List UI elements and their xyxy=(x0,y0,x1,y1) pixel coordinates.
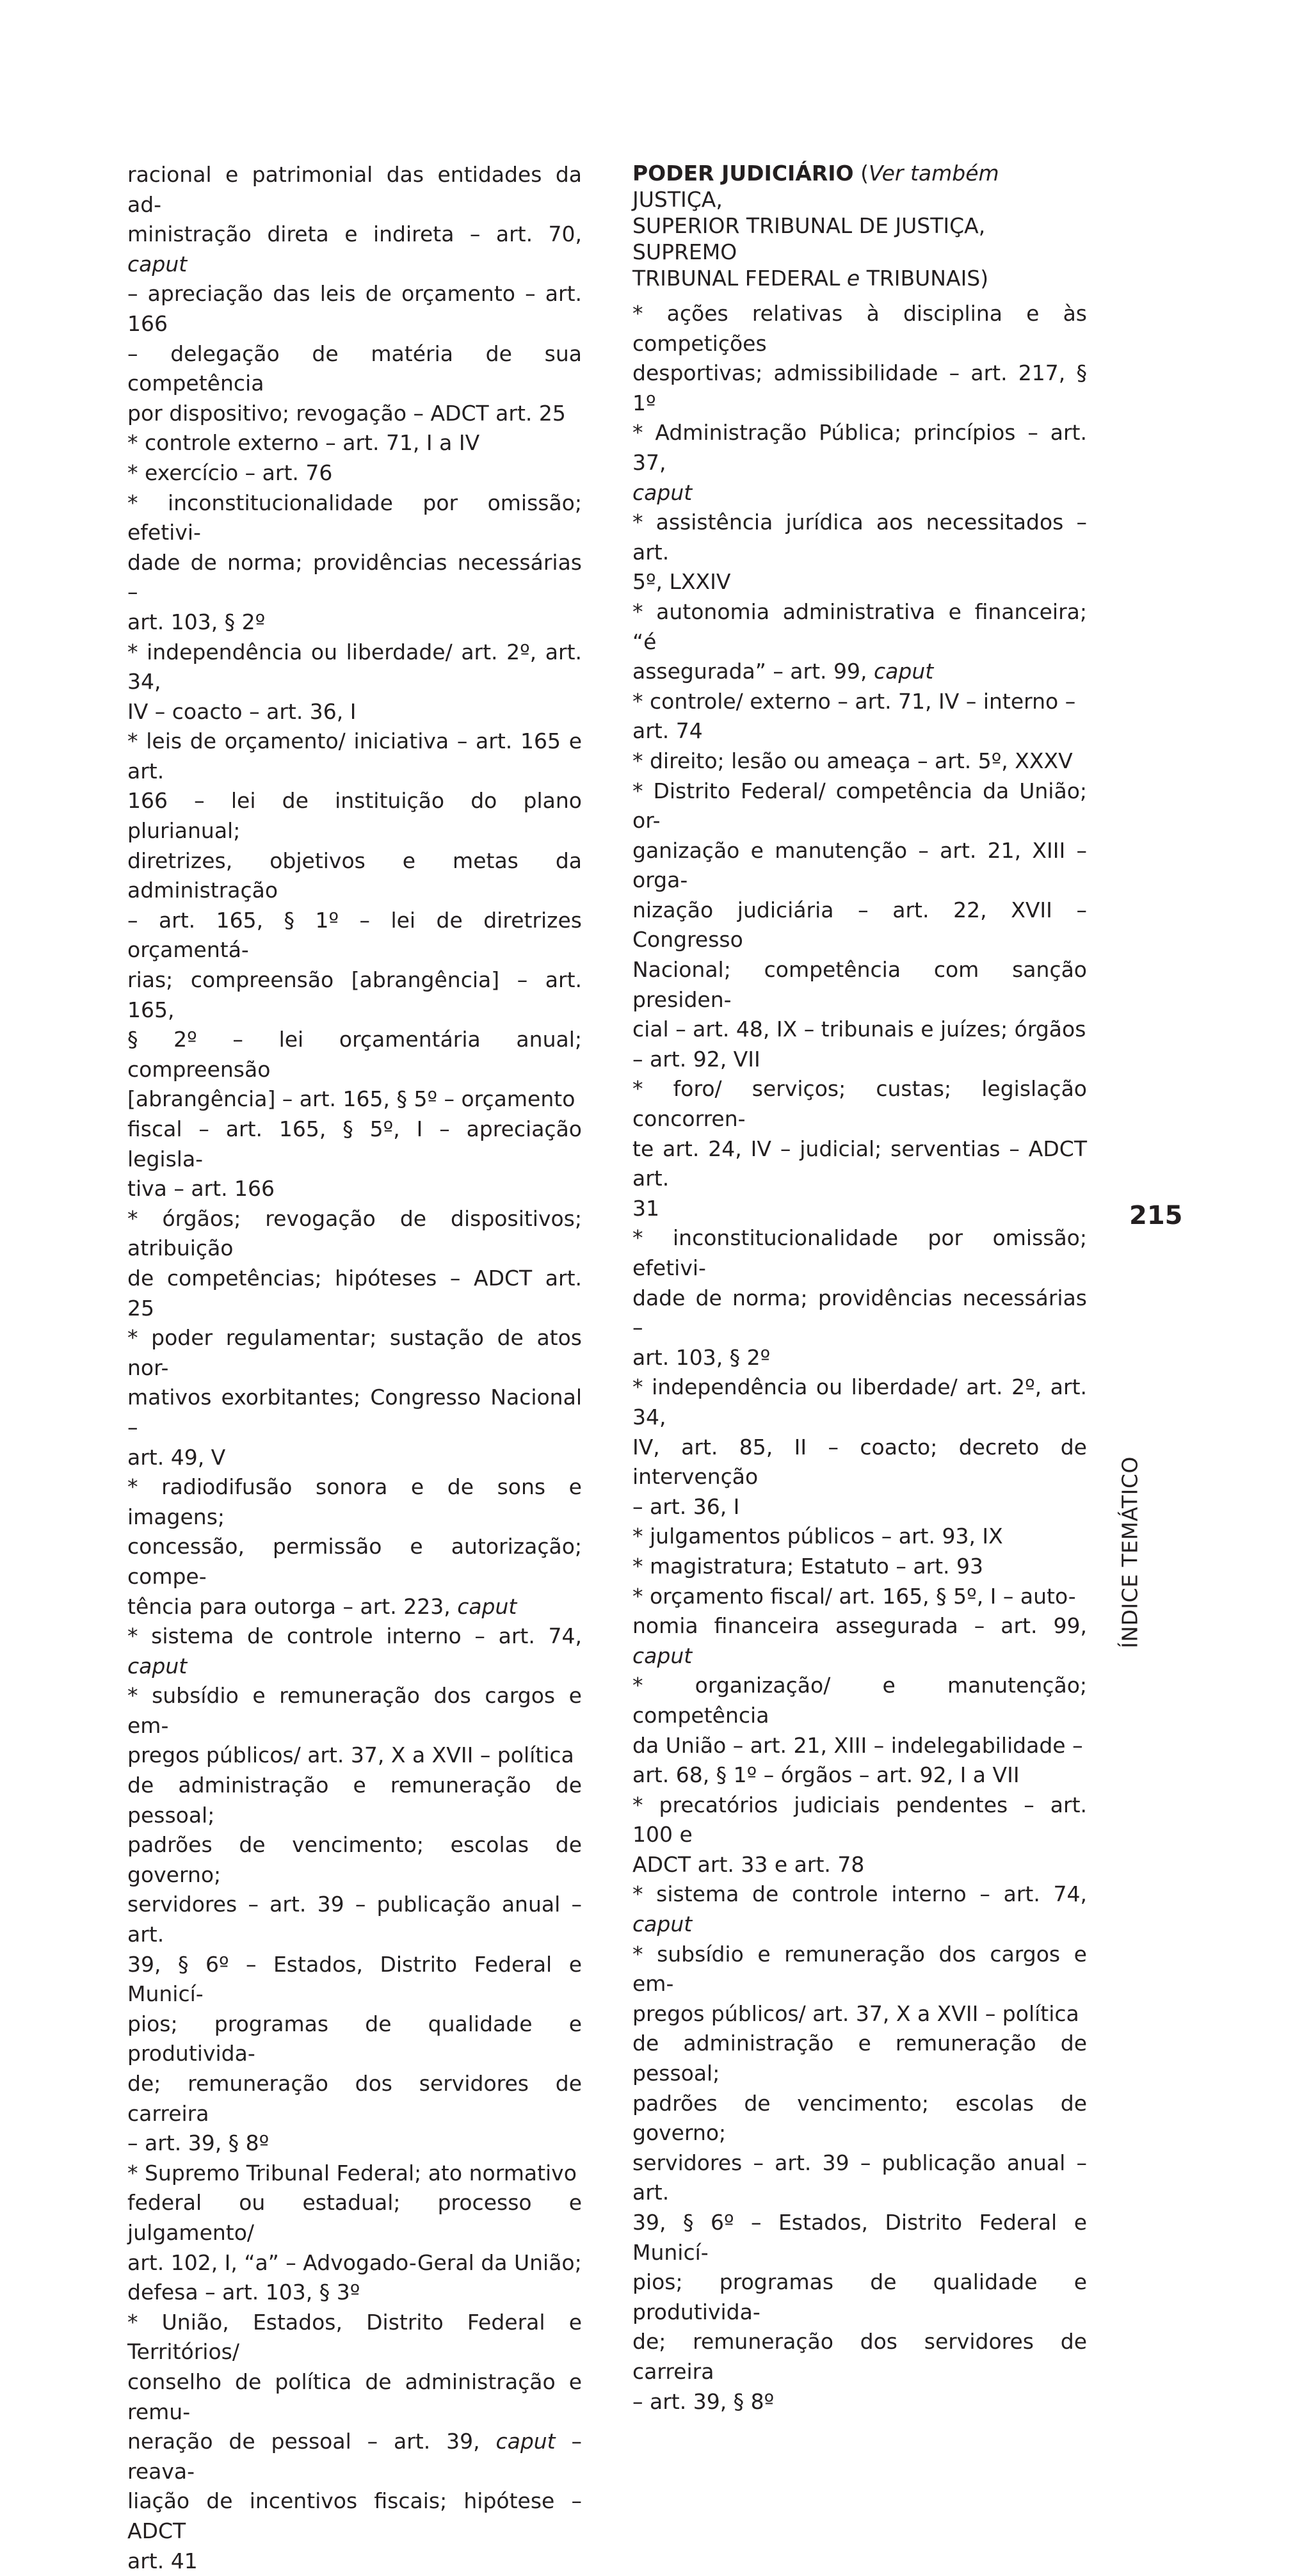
index-line: padrões de vencimento; escolas de governo; xyxy=(632,2089,1087,2148)
index-line: * inconstitucionalidade por omissão; efetivi- xyxy=(127,488,582,548)
index-line: – apreciação das leis de orçamento – art. 166 xyxy=(127,279,582,339)
index-line: desportivas; admissibilidade – art. 217, § 1º xyxy=(632,358,1087,418)
index-line: pregos públicos/ art. 37, X a XVII – política xyxy=(632,1999,1087,2029)
right-column xyxy=(632,160,1087,2417)
index-line: * independência ou liberdade/ art. 2º, art. 34, xyxy=(632,1373,1087,1432)
index-line: – art. 39, § 8º xyxy=(632,2387,1087,2417)
side-section-label: ÍNDICE TEMÁTICO xyxy=(1118,1456,1143,1648)
index-line: * magistratura; Estatuto – art. 93 xyxy=(632,1552,1087,1582)
index-line: mativos exorbitantes; Congresso Nacional – xyxy=(127,1383,582,1442)
index-line: art. 102, I, “a” – Advogado-Geral da União; xyxy=(127,2248,582,2278)
index-line: * órgãos; revogação de dispositivos; atribuição xyxy=(127,1204,582,1264)
index-line: * orçamento fiscal/ art. 165, § 5º, I – auto- xyxy=(632,1582,1087,1612)
index-line: art. 103, § 2º xyxy=(127,608,582,638)
index-line: pios; programas de qualidade e produtivida- xyxy=(632,2267,1087,2327)
index-line: * julgamentos públicos – art. 93, IX xyxy=(632,1522,1087,1552)
index-line: – art. 165, § 1º – lei de diretrizes orçamentá- xyxy=(127,906,582,965)
index-line: 39, § 6º – Estados, Distrito Federal e Municí- xyxy=(127,1950,582,2009)
index-line: art. 41 xyxy=(127,2547,582,2576)
index-line: * Distrito Federal/ competência da União; or- xyxy=(632,777,1087,836)
index-line: art. 74 xyxy=(632,716,1087,746)
index-line: fiscal – art. 165, § 5º, I – apreciação legisla- xyxy=(127,1115,582,1174)
index-line: ADCT art. 33 e art. 78 xyxy=(632,1850,1087,1880)
index-line: * controle externo – art. 71, I a IV xyxy=(127,428,582,458)
index-line: * foro/ serviços; custas; legislação concorren- xyxy=(632,1074,1087,1134)
index-line: ministração direta e indireta – art. 70, caput xyxy=(127,220,582,279)
heading-paren: ( xyxy=(854,161,869,186)
index-line: de administração e remuneração de pessoal; xyxy=(127,1771,582,1830)
index-line: dade de norma; providências necessárias – xyxy=(127,548,582,608)
index-line: concessão, permissão e autorização; compe- xyxy=(127,1532,582,1591)
index-line: * inconstitucionalidade por omissão; efetivi- xyxy=(632,1223,1087,1283)
index-line: ganização e manutenção – art. 21, XIII – orga- xyxy=(632,836,1087,896)
index-line: neração de pessoal – art. 39, caput – reava- xyxy=(127,2427,582,2486)
index-line: dade de norma; providências necessárias – xyxy=(632,1284,1087,1343)
index-line: 39, § 6º – Estados, Distrito Federal e Municí- xyxy=(632,2208,1087,2267)
index-line: federal ou estadual; processo e julgamento/ xyxy=(127,2188,582,2248)
index-line: rias; compreensão [abrangência] – art. 165, xyxy=(127,965,582,1025)
index-line: 166 – lei de instituição do plano plurianual; xyxy=(127,786,582,846)
index-line: * exercício – art. 76 xyxy=(127,458,582,488)
index-line: nização judiciária – art. 22, XVII – Congresso xyxy=(632,896,1087,955)
index-line: * independência ou liberdade/ art. 2º, art. 34, xyxy=(127,638,582,697)
index-line: de; remuneração dos servidores de carreira xyxy=(127,2069,582,2129)
index-line: servidores – art. 39 – publicação anual – art. xyxy=(632,2148,1087,2208)
index-line: tiva – art. 166 xyxy=(127,1174,582,1204)
index-line: * subsídio e remuneração dos cargos e em- xyxy=(127,1681,582,1741)
heading-title: PODER JUDICIÁRIO xyxy=(632,161,854,186)
heading-line1-rest: JUSTIÇA, xyxy=(632,187,723,212)
index-line: 5º, LXXIV xyxy=(632,567,1087,597)
index-line: assegurada” – art. 99, caput xyxy=(632,657,1087,687)
index-line: [abrangência] – art. 165, § 5º – orçamento xyxy=(127,1084,582,1115)
index-line: – art. 39, § 8º xyxy=(127,2129,582,2159)
index-line: * assistência jurídica aos necessitados – art. xyxy=(632,508,1087,567)
section-heading xyxy=(632,160,1087,291)
index-line: * sistema de controle interno – art. 74, caput xyxy=(632,1880,1087,1939)
index-line: pios; programas de qualidade e produtivida- xyxy=(127,2009,582,2069)
index-line: cial – art. 48, IX – tribunais e juízes; órgãos xyxy=(632,1015,1087,1045)
index-line: IV – coacto – art. 36, I xyxy=(127,697,582,727)
index-line: – art. 92, VII xyxy=(632,1045,1087,1075)
index-line: art. 49, V xyxy=(127,1443,582,1473)
index-line: § 2º – lei orçamentária anual; compreensão xyxy=(127,1025,582,1084)
index-line: * radiodifusão sonora e de sons e imagens; xyxy=(127,1472,582,1532)
index-line: de administração e remuneração de pessoal; xyxy=(632,2029,1087,2088)
index-line: tência para outorga – art. 223, caput xyxy=(127,1592,582,1622)
left-column xyxy=(127,160,582,2576)
page-number: 215 xyxy=(1129,1201,1183,1230)
heading-line2: SUPERIOR TRIBUNAL DE JUSTIÇA, SUPREMO xyxy=(632,213,985,264)
index-line: * controle/ externo – art. 71, IV – interno – xyxy=(632,687,1087,717)
index-line: servidores – art. 39 – publicação anual – art. xyxy=(127,1890,582,1949)
index-line: 31 xyxy=(632,1194,1087,1224)
index-line: * leis de orçamento/ iniciativa – art. 165 e art. xyxy=(127,727,582,786)
heading-line3b: TRIBUNAIS) xyxy=(860,266,988,291)
index-line: – delegação de matéria de sua competência xyxy=(127,339,582,399)
heading-line3a: TRIBUNAL FEDERAL xyxy=(632,266,847,291)
index-line: pregos públicos/ art. 37, X a XVII – política xyxy=(127,1741,582,1771)
heading-line3e: e xyxy=(847,266,860,291)
index-line: IV, art. 85, II – coacto; decreto de intervenção xyxy=(632,1433,1087,1492)
heading-see-also: Ver também xyxy=(869,161,999,186)
index-line: * autonomia administrativa e financeira; “é xyxy=(632,597,1087,657)
index-line: art. 103, § 2º xyxy=(632,1343,1087,1373)
index-line: conselho de política de administração e remu- xyxy=(127,2367,582,2427)
index-line: * União, Estados, Distrito Federal e Territórios/ xyxy=(127,2308,582,2367)
index-line: diretrizes, objetivos e metas da administração xyxy=(127,846,582,906)
index-line: * Administração Pública; princípios – art. 37, xyxy=(632,418,1087,478)
index-line: art. 68, § 1º – órgãos – art. 92, I a VII xyxy=(632,1760,1087,1791)
index-line: – art. 36, I xyxy=(632,1492,1087,1522)
index-line: defesa – art. 103, § 3º xyxy=(127,2278,582,2308)
index-line: * direito; lesão ou ameaça – art. 5º, XXXV xyxy=(632,746,1087,777)
index-line: Nacional; competência com sanção presiden- xyxy=(632,955,1087,1015)
index-line: * poder regulamentar; sustação de atos nor- xyxy=(127,1323,582,1383)
index-line: caput xyxy=(632,478,1087,508)
index-line: * sistema de controle interno – art. 74, caput xyxy=(127,1622,582,1681)
index-line: padrões de vencimento; escolas de governo; xyxy=(127,1830,582,1890)
index-line: * ações relativas à disciplina e às competições xyxy=(632,299,1087,358)
index-line: por dispositivo; revogação – ADCT art. 25 xyxy=(127,399,582,429)
index-line: te art. 24, IV – judicial; serventias – ADCT art. xyxy=(632,1134,1087,1194)
index-line: liação de incentivos fiscais; hipótese – ADCT xyxy=(127,2486,582,2546)
index-line: * precatórios judiciais pendentes – art. 100 e xyxy=(632,1791,1087,1850)
index-line: racional e patrimonial das entidades da ad- xyxy=(127,160,582,220)
index-line: * organização/ e manutenção; competência xyxy=(632,1671,1087,1730)
index-line: * subsídio e remuneração dos cargos e em- xyxy=(632,1940,1087,1999)
index-line: de competências; hipóteses – ADCT art. 25 xyxy=(127,1264,582,1323)
index-line: nomia financeira assegurada – art. 99, caput xyxy=(632,1611,1087,1671)
index-line: de; remuneração dos servidores de carreira xyxy=(632,2327,1087,2387)
index-line: da União – art. 21, XIII – indelegabilidade – xyxy=(632,1731,1087,1761)
index-line: * Supremo Tribunal Federal; ato normativo xyxy=(127,2159,582,2189)
